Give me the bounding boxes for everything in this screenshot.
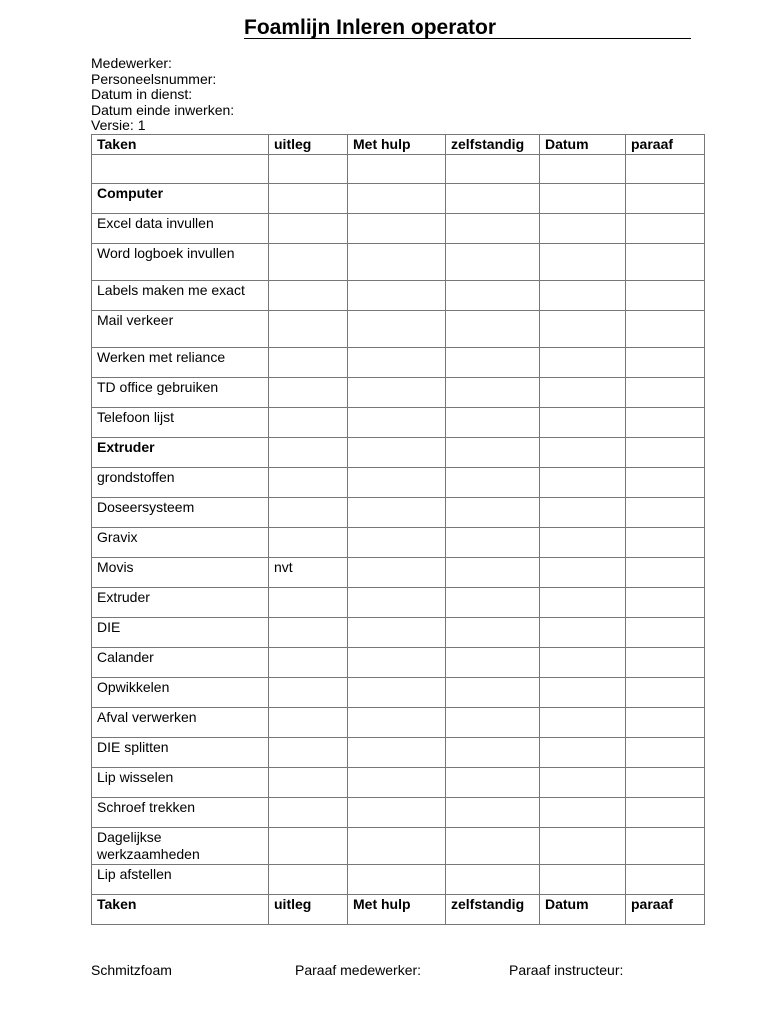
column-footer-zelfstandig: zelfstandig (446, 895, 540, 925)
datum-cell (540, 798, 626, 828)
met-hulp-cell (348, 378, 446, 408)
footer-paraaf-medewerker: Paraaf medewerker: (295, 962, 422, 978)
zelfstandig-cell (446, 865, 540, 895)
datum-cell (540, 155, 626, 184)
paraaf-cell (626, 865, 705, 895)
task-cell: Schroef trekken (92, 798, 269, 828)
page-title: Foamlijn Inleren operator (244, 16, 497, 39)
table-header-row (92, 135, 705, 155)
uitleg-cell (269, 498, 348, 528)
datum-cell (540, 408, 626, 438)
task-cell: Gravix (92, 528, 269, 558)
zelfstandig-cell (446, 618, 540, 648)
met-hulp-cell (348, 588, 446, 618)
paraaf-cell (626, 618, 705, 648)
met-hulp-cell (348, 498, 446, 528)
table-row (92, 648, 705, 678)
paraaf-cell (626, 244, 705, 281)
datum-cell (540, 708, 626, 738)
task-cell: Labels maken me exact (92, 281, 269, 311)
paraaf-cell (626, 738, 705, 768)
datum-cell (540, 648, 626, 678)
uitleg-cell (269, 798, 348, 828)
zelfstandig-cell (446, 438, 540, 468)
column-header-zelfstandig: zelfstandig (446, 135, 540, 155)
met-hulp-cell (348, 281, 446, 311)
datum-cell (540, 438, 626, 468)
datum-in-dienst-label: Datum in dienst: (91, 86, 193, 102)
task-cell: Excel data invullen (92, 214, 269, 244)
uitleg-cell (269, 155, 348, 184)
task-cell: Word logboek invullen (92, 244, 269, 281)
column-header-uitleg: uitleg (269, 135, 348, 155)
zelfstandig-cell (446, 738, 540, 768)
paraaf-cell (626, 468, 705, 498)
zelfstandig-cell (446, 768, 540, 798)
table-row (92, 281, 705, 311)
table-row (92, 768, 705, 798)
task-cell: Opwikkelen (92, 678, 269, 708)
zelfstandig-cell (446, 708, 540, 738)
table-row (92, 528, 705, 558)
footer-company: Schmitzfoam (91, 962, 172, 978)
column-footer-paraaf: paraaf (626, 895, 705, 925)
met-hulp-cell (348, 184, 446, 214)
title-underline (244, 38, 691, 39)
table-row (92, 155, 705, 184)
task-cell: Telefoon lijst (92, 408, 269, 438)
paraaf-cell (626, 678, 705, 708)
uitleg-cell (269, 348, 348, 378)
task-cell: Extruder (92, 588, 269, 618)
zelfstandig-cell (446, 244, 540, 281)
zelfstandig-cell (446, 798, 540, 828)
datum-cell (540, 468, 626, 498)
table-row (92, 214, 705, 244)
table-row (92, 408, 705, 438)
task-cell: Extruder (92, 438, 269, 468)
paraaf-cell (626, 408, 705, 438)
zelfstandig-cell (446, 468, 540, 498)
met-hulp-cell (348, 828, 446, 865)
zelfstandig-cell (446, 648, 540, 678)
datum-cell (540, 378, 626, 408)
uitleg-cell (269, 468, 348, 498)
uitleg-cell (269, 708, 348, 738)
task-cell (92, 155, 269, 184)
uitleg-cell (269, 281, 348, 311)
zelfstandig-cell (446, 348, 540, 378)
datum-cell (540, 281, 626, 311)
paraaf-cell (626, 498, 705, 528)
datum-cell (540, 865, 626, 895)
zelfstandig-cell (446, 378, 540, 408)
paraaf-cell (626, 588, 705, 618)
zelfstandig-cell (446, 498, 540, 528)
paraaf-cell (626, 184, 705, 214)
paraaf-cell (626, 798, 705, 828)
uitleg-cell (269, 184, 348, 214)
datum-cell (540, 678, 626, 708)
table-row (92, 438, 705, 468)
paraaf-cell (626, 438, 705, 468)
table-row (92, 244, 705, 281)
uitleg-cell (269, 618, 348, 648)
uitleg-cell (269, 438, 348, 468)
datum-cell (540, 498, 626, 528)
datum-cell (540, 618, 626, 648)
uitleg-cell (269, 214, 348, 244)
column-footer-datum: Datum (540, 895, 626, 925)
table-row (92, 588, 705, 618)
uitleg-cell (269, 378, 348, 408)
datum-cell (540, 768, 626, 798)
table-row (92, 798, 705, 828)
uitleg-cell (269, 865, 348, 895)
datum-cell (540, 558, 626, 588)
task-cell: Doseersysteem (92, 498, 269, 528)
personeelsnummer-label: Personeelsnummer: (91, 70, 217, 87)
met-hulp-cell (348, 408, 446, 438)
task-cell: Werken met reliance (92, 348, 269, 378)
met-hulp-cell (348, 558, 446, 588)
table-row (92, 348, 705, 378)
zelfstandig-cell (446, 558, 540, 588)
met-hulp-cell (348, 155, 446, 184)
paraaf-cell (626, 378, 705, 408)
met-hulp-cell (348, 865, 446, 895)
paraaf-cell (626, 708, 705, 738)
task-cell: Afval verwerken (92, 708, 269, 738)
met-hulp-cell (348, 438, 446, 468)
met-hulp-cell (348, 798, 446, 828)
datum-cell (540, 184, 626, 214)
column-header-met-hulp: Met hulp (348, 135, 446, 155)
met-hulp-cell (348, 768, 446, 798)
tasks-table (91, 134, 705, 925)
zelfstandig-cell (446, 281, 540, 311)
zelfstandig-cell (446, 408, 540, 438)
table-row (92, 865, 705, 895)
task-cell: Mail verkeer (92, 311, 269, 348)
task-cell: Movis (92, 558, 269, 588)
employee-info (91, 56, 234, 134)
paraaf-cell (626, 348, 705, 378)
uitleg-cell: nvt (269, 558, 348, 588)
uitleg-cell (269, 828, 348, 865)
paraaf-cell (626, 648, 705, 678)
zelfstandig-cell (446, 828, 540, 865)
datum-cell (540, 528, 626, 558)
task-cell: Dagelijkse werkzaamheden (92, 828, 269, 865)
column-header-taken: Taken (92, 135, 269, 155)
zelfstandig-cell (446, 588, 540, 618)
task-cell: Lip afstellen (92, 865, 269, 895)
paraaf-cell (626, 281, 705, 311)
task-cell: DIE (92, 618, 269, 648)
paraaf-cell (626, 558, 705, 588)
table-row (92, 558, 705, 588)
column-footer-met-hulp: Met hulp (348, 895, 446, 925)
task-cell: DIE splitten (92, 738, 269, 768)
zelfstandig-cell (446, 311, 540, 348)
task-cell: TD office gebruiken (92, 378, 269, 408)
uitleg-cell (269, 588, 348, 618)
paraaf-cell (626, 214, 705, 244)
table-row (92, 311, 705, 348)
table-row (92, 498, 705, 528)
table-row (92, 184, 705, 214)
datum-cell (540, 311, 626, 348)
met-hulp-cell (348, 738, 446, 768)
met-hulp-cell (348, 214, 446, 244)
datum-einde-inwerken-label: Datum einde inwerken: (91, 101, 235, 118)
uitleg-cell (269, 738, 348, 768)
task-cell: grondstoffen (92, 468, 269, 498)
uitleg-cell (269, 311, 348, 348)
table-row (92, 678, 705, 708)
zelfstandig-cell (446, 214, 540, 244)
table-row (92, 378, 705, 408)
met-hulp-cell (348, 468, 446, 498)
zelfstandig-cell (446, 184, 540, 214)
paraaf-cell (626, 155, 705, 184)
datum-cell (540, 214, 626, 244)
met-hulp-cell (348, 244, 446, 281)
column-footer-taken: Taken (92, 895, 269, 925)
uitleg-cell (269, 528, 348, 558)
task-cell: Computer (92, 184, 269, 214)
table-row (92, 618, 705, 648)
met-hulp-cell (348, 618, 446, 648)
task-cell: Calander (92, 648, 269, 678)
zelfstandig-cell (446, 528, 540, 558)
column-footer-uitleg: uitleg (269, 895, 348, 925)
table-row (92, 738, 705, 768)
medewerker-label: Medewerker: (91, 55, 172, 71)
table-row (92, 468, 705, 498)
versie-label: Versie: 1 (91, 117, 146, 133)
datum-cell (540, 828, 626, 865)
paraaf-cell (626, 311, 705, 348)
paraaf-cell (626, 828, 705, 865)
met-hulp-cell (348, 311, 446, 348)
footer-paraaf-instructeur: Paraaf instructeur: (509, 962, 624, 978)
column-header-datum: Datum (540, 135, 626, 155)
uitleg-cell (269, 408, 348, 438)
zelfstandig-cell (446, 678, 540, 708)
met-hulp-cell (348, 678, 446, 708)
datum-cell (540, 588, 626, 618)
datum-cell (540, 348, 626, 378)
met-hulp-cell (348, 708, 446, 738)
uitleg-cell (269, 244, 348, 281)
uitleg-cell (269, 648, 348, 678)
met-hulp-cell (348, 648, 446, 678)
uitleg-cell (269, 768, 348, 798)
task-cell: Lip wisselen (92, 768, 269, 798)
met-hulp-cell (348, 528, 446, 558)
paraaf-cell (626, 528, 705, 558)
table-row (92, 828, 705, 865)
datum-cell (540, 738, 626, 768)
paraaf-cell (626, 768, 705, 798)
column-header-paraaf: paraaf (626, 135, 705, 155)
table-row (92, 708, 705, 738)
table-footer-row (92, 895, 705, 925)
datum-cell (540, 244, 626, 281)
zelfstandig-cell (446, 155, 540, 184)
met-hulp-cell (348, 348, 446, 378)
uitleg-cell (269, 678, 348, 708)
